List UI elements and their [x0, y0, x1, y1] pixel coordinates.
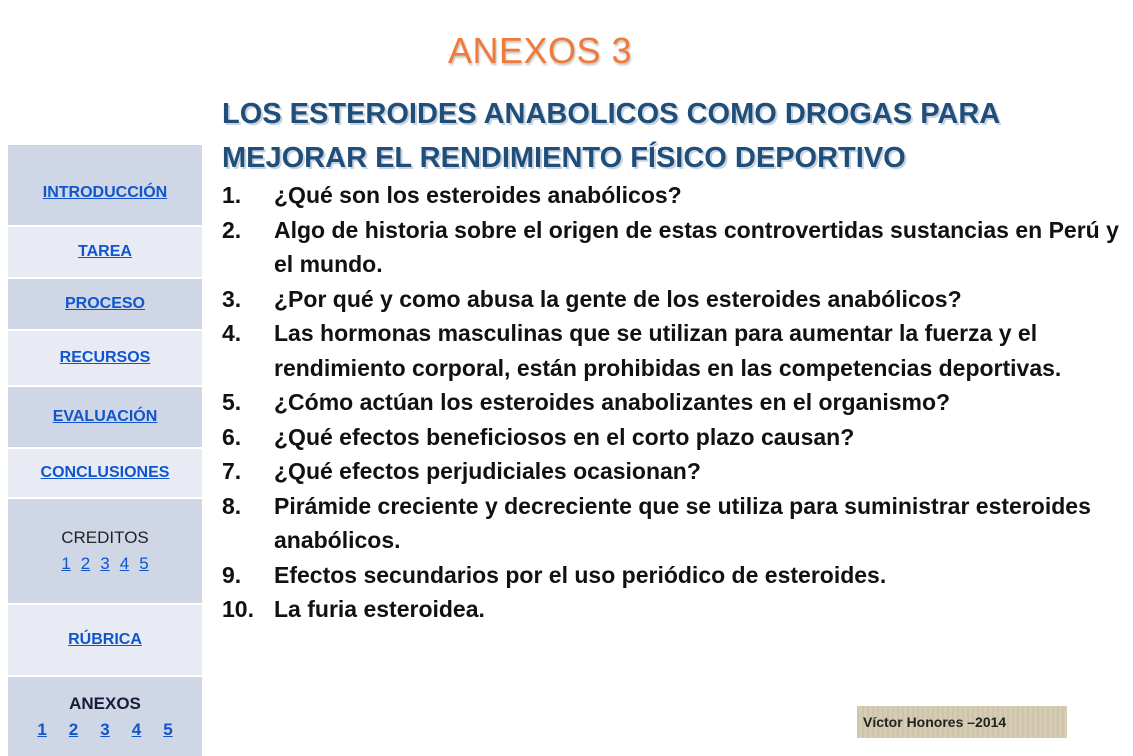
item-text: ¿Cómo actúan los esteroides anabolizantes en el organismo?	[274, 389, 951, 415]
anexos-link-3[interactable]: 3	[100, 719, 110, 739]
creditos-link-4[interactable]: 4	[119, 554, 130, 573]
sidebar-item-recursos	[8, 331, 202, 387]
slide-title: ANEXOS 3	[447, 30, 633, 71]
sidebar-item-creditos	[8, 499, 202, 605]
list-item	[222, 420, 1122, 455]
list-item	[222, 454, 1122, 489]
list-item	[222, 213, 1122, 282]
tarea-link[interactable]: TAREA	[78, 243, 132, 260]
sidebar-item-proceso	[8, 279, 202, 331]
item-text: Efectos secundarios por el uso periódico de esteroides.	[274, 561, 887, 588]
sidebar-item-tarea	[8, 227, 202, 279]
proceso-link[interactable]: PROCESO	[64, 295, 145, 312]
anexos-link-1[interactable]: 1	[37, 719, 47, 739]
anexos-label: ANEXOS	[69, 693, 141, 713]
item-text: ¿Qué son los esteroides anabólicos?	[274, 182, 682, 208]
sidebar-item-conclusiones	[8, 449, 202, 499]
item-number: 2.	[222, 216, 242, 243]
item-number: 5.	[222, 389, 242, 415]
sidebar-item-introduccion	[8, 145, 202, 227]
list-item	[222, 385, 1122, 420]
item-text: Pirámide creciente y decreciente que se utiliza para suministrar esteroides anabólicos.	[274, 492, 1091, 553]
list-item	[222, 592, 1122, 627]
item-number: 8.	[222, 492, 242, 519]
rubrica-link[interactable]: RÚBRICA	[68, 631, 142, 648]
list-item	[222, 178, 1122, 213]
introduccion-link[interactable]: INTRODUCCIÓN	[42, 184, 168, 201]
list-item	[222, 558, 1122, 593]
creditos-link-3[interactable]: 3	[100, 554, 110, 573]
list-item	[222, 489, 1122, 558]
item-number: 10.	[222, 596, 254, 622]
question-list	[222, 178, 1122, 627]
conclusiones-link[interactable]: CONCLUSIONES	[40, 464, 170, 481]
item-text: Las hormonas masculinas que se utilizan para aumentar la fuerza y el rendimiento corporal, están prohibidas en las competencias deportivas.	[274, 320, 1062, 381]
anexos-link-4[interactable]: 4	[131, 719, 142, 739]
creditos-links	[61, 554, 148, 574]
item-number: 3.	[222, 285, 242, 312]
item-text: Algo de historia sobre el origen de estas controvertidas sustancias en Perú y el mundo.	[274, 216, 1119, 277]
item-number: 1.	[222, 182, 242, 208]
creditos-link-2[interactable]: 2	[80, 554, 91, 573]
sidebar-item-rubrica	[8, 605, 202, 677]
section-heading: LOS ESTEROIDES ANABOLICOS COMO DROGAS PARA MEJORAR EL RENDIMIENTO FÍSICO DEPORTIVO	[222, 98, 1000, 174]
list-item	[222, 316, 1122, 385]
item-text: ¿Por qué y como abusa la gente de los esteroides anabólicos?	[274, 285, 962, 312]
anexos-links	[37, 720, 172, 740]
item-number: 9.	[222, 561, 242, 588]
item-number: 7.	[222, 458, 242, 484]
sidebar-item-anexos	[8, 677, 202, 756]
item-number: 6.	[222, 423, 242, 450]
evaluacion-link[interactable]: EVALUACIÓN	[52, 408, 158, 425]
recursos-link[interactable]: RECURSOS	[59, 349, 151, 366]
item-number: 4.	[222, 320, 242, 346]
item-text: ¿Qué efectos beneficiosos en el corto plazo causan?	[274, 423, 855, 450]
anexos-link-5[interactable]: 5	[163, 719, 173, 739]
creditos-link-1[interactable]: 1	[61, 554, 71, 573]
author-credit: Víctor Honores –2014	[857, 706, 1067, 738]
item-text: La furia esteroidea.	[274, 596, 485, 622]
sidebar-item-evaluacion	[8, 387, 202, 449]
creditos-link-5[interactable]: 5	[139, 554, 149, 573]
creditos-label: CREDITOS	[61, 528, 149, 547]
item-text: ¿Qué efectos perjudiciales ocasionan?	[274, 458, 701, 484]
list-item	[222, 282, 1122, 317]
anexos-link-2[interactable]: 2	[68, 719, 79, 739]
sidebar-nav	[8, 145, 202, 756]
